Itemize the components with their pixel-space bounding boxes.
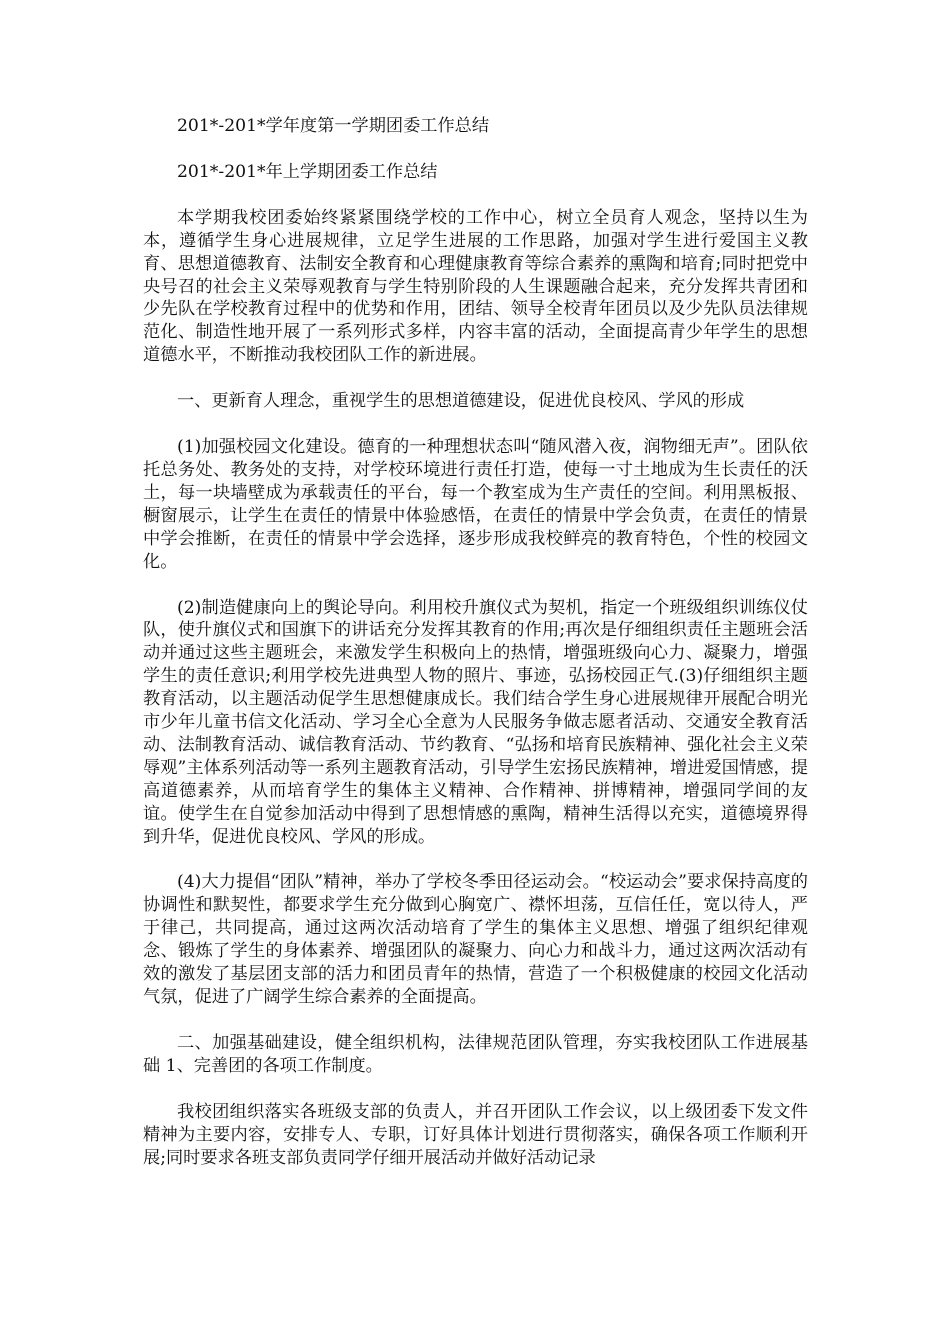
- paragraph-organization: 我校团组织落实各班级支部的负责人，并召开团队工作会议，以上级团委下发文件精神为主要内容，安排专人、专职，订好具体计划进行贯彻落实，确保各项工作顺利开展;同时要求各班支部负责同学仔细开展活动并做好活动记录: [143, 1101, 808, 1168]
- paragraph-public-opinion: (2)制造健康向上的舆论导向。利用校升旗仪式为契机，指定一个班级组织训练仪仗队，使升旗仪式和国旗下的讲话充分发挥其教育的作用;再次是仔细组织责任主题班会活动并通过这些主题班会，来激发学生积极向上的热情，增强班级向心力、凝聚力，增强学生的责任意识;利用学校先进典型人物的照片、事迹，弘扬校园正气.(3)仔细组织主题教育活动，以主题活动促学生思想健康成长。我们结合学生身心进展规律开展配合明光市少年儿童书信文化活动、学习全心全意为人民服务争做志愿者活动、交通安全教育活动、法制教育活动、诚信教育活动、节约教育、“弘扬和培育民族精神、强化社会主义荣辱观”主体系列活动等一系列主题教育活动，引导学生宏扬民族精神，增进爱国情感，提高道德素养，从而培育学生的集体主义精神、合作精神、拼博精神，增强同学间的友谊。使学生在自觉参加活动中得到了思想情感的熏陶，精神生活得以充实，道德境界得到升华，促进优良校风、学风的形成。: [143, 597, 808, 847]
- document-body: [143, 115, 808, 1192]
- paragraph-intro: 本学期我校团委始终紧紧围绕学校的工作中心，树立全员育人观念，坚持以生为本，遵循学生身心进展规律，立足学生进展的工作思路，加强对学生进行爱国主义教育、思想道德教育、法制安全教育和心理健康教育等综合素养的熏陶和培育;同时把党中央号召的社会主义荣辱观教育与学生特别阶段的人生课题融合起来，充分发挥共青团和少先队在学校教育过程中的优势和作用，团结、领导全校青年团员以及少先队员法律规范化、制造性地开展了一系列形式多样，内容丰富的活动，全面提高青少年学生的思想道德水平，不断推动我校团队工作的新进展。: [143, 207, 808, 366]
- paragraph-campus-culture: (1)加强校园文化建设。德育的一种理想状态叫“随风潜入夜，润物细无声”。团队依托总务处、教务处的支持，对学校环境进行责任打造，使每一寸土地成为生长责任的沃土，每一块墙壁成为承载责任的平台，每一个教室成为生产责任的空间。利用黑板报、橱窗展示，让学生在责任的情景中体验感悟，在责任的情景中学会负责，在责任的情景中学会推断，在责任的情景中学会选择，逐步形成我校鲜亮的教育特色，个性的校园文化。: [143, 437, 808, 572]
- document-title: 201*-201*学年度第一学期团委工作总结: [177, 116, 490, 136]
- document-subtitle: 201*-201*年上学期团委工作总结: [177, 161, 438, 182]
- paragraph-team-spirit: (4)大力提倡“团队”精神，举办了学校冬季田径运动会。“校运动会”要求保持高度的协调性和默契性，都要求学生充分做到心胸宽广、襟怀坦荡，互信任任，宽以待人，严于律己，共同提高，通过这两次活动培育了学生的集体主义思想、增强了组织纪律观念、锻炼了学生的身体素养、增强团队的凝聚力、向心力和战斗力，通过这两次活动有效的激发了基层团支部的活力和团员青年的热情，营造了一个积极健康的校园文化活动气氛，促进了广阔学生综合素养的全面提高。: [143, 872, 808, 1007]
- section-heading-2: 二、加强基础建设，健全组织机构，法律规范团队管理，夯实我校团队工作进展基础 1、完善团的各项工作制度。: [143, 1032, 808, 1076]
- section-heading-1: 一、更新育人理念，重视学生的思想道德建设，促进优良校风、学风的形成: [177, 391, 745, 412]
